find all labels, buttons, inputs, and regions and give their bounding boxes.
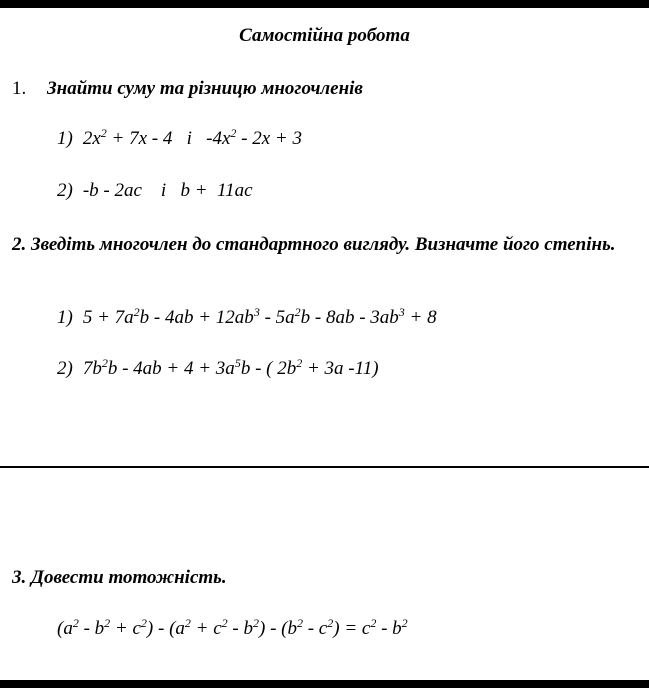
- task1-title: Знайти суму та різницю многочленів: [47, 78, 363, 99]
- worksheet-bottom: [0, 468, 649, 680]
- task2-item-2: 2) $7b^2b - 4ab + 4 + 3a^5b$ - ( $2b^2 + 3a$ -11): [57, 356, 379, 379]
- task2-title: 2. Зведіть многочлен до стандартного вигляду. Визначте його степінь.: [12, 234, 616, 255]
- task1-number: 1.: [12, 78, 27, 99]
- task3-identity: $(a^2 - b^2 + c^2) - (a^2 + c^2 - b^2) - (b^2 - c^2) = c^2 - b^2$: [57, 616, 408, 639]
- page-title: Самостійна робота: [239, 25, 410, 46]
- item-label: 1): [57, 128, 73, 149]
- item-label: 2): [57, 180, 73, 201]
- task3-title: 3. Довести тотожність.: [12, 567, 227, 588]
- task2-item-1: 1) $5 + 7a^2b - 4ab + 12ab^3 - 5a^2b - 8ab - 3ab^3 + 8$: [57, 305, 437, 328]
- task1-item-2: 2) -b - 2ac і b + 11ac: [57, 180, 253, 201]
- worksheet-top: [0, 8, 649, 466]
- item-label: 2): [57, 358, 73, 379]
- item-label: 1): [57, 307, 73, 328]
- task1-item-1: 1) $2x^2 + 7x - 4$ і $-4x^2 - 2x + 3$: [57, 126, 302, 149]
